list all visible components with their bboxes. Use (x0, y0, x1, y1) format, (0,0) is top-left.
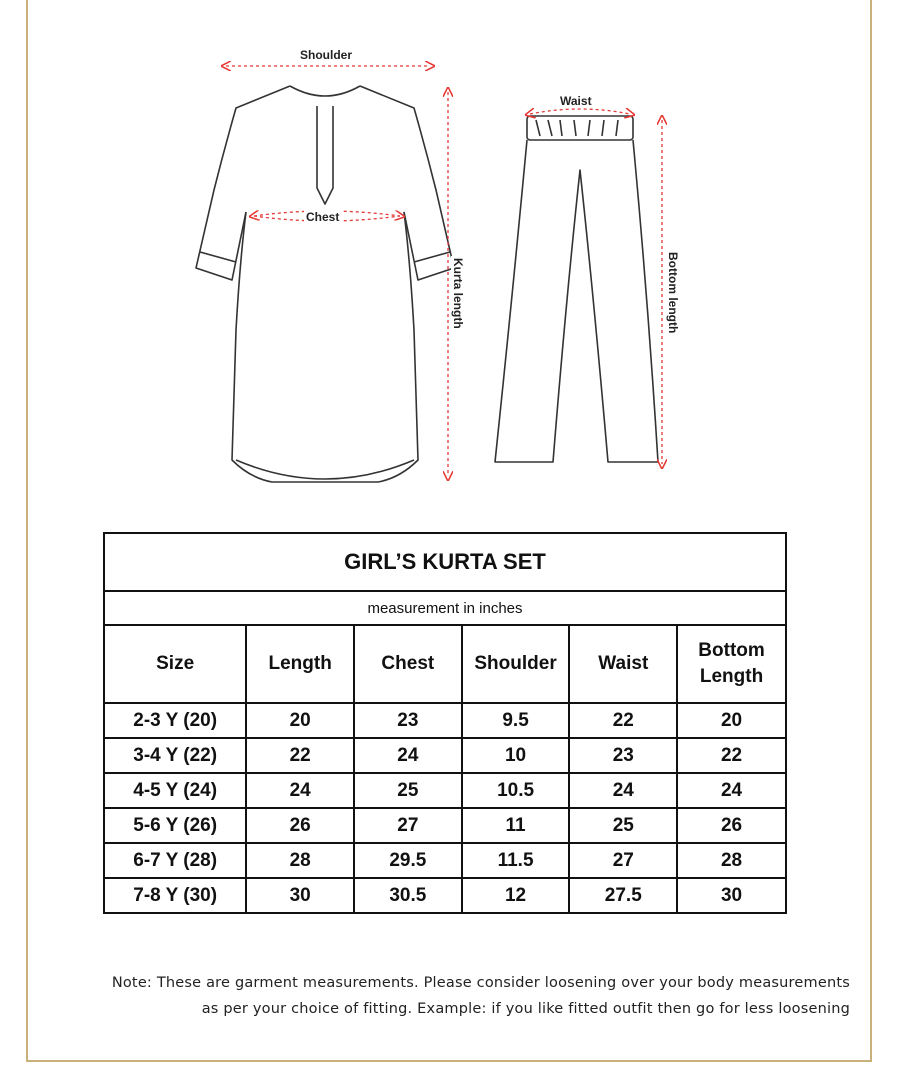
note-line-1: Note: These are garment measurements. Please consider loosening over your body measurements (111, 975, 850, 991)
header-shoulder: Shoulder (462, 625, 570, 703)
cell-bottom-length: 26 (677, 808, 786, 843)
table-title: GIRL’S KURTA SET (104, 533, 786, 591)
table-subtitle: measurement in inches (104, 591, 786, 625)
table-row (104, 773, 786, 808)
cell-bottom-length: 28 (677, 843, 786, 878)
note-line-2: as per your choice of fitting. Example: if you like fitted outfit then go for less loosening (201, 1001, 850, 1017)
cell-chest: 25 (354, 773, 462, 808)
cell-shoulder: 12 (462, 878, 570, 913)
table-row (104, 703, 786, 738)
cell-bottom-length: 22 (677, 738, 786, 773)
cell-waist: 22 (569, 703, 677, 738)
header-bottom-length: Bottom Length (677, 625, 786, 703)
cell-size: 6-7 Y (28) (104, 843, 246, 878)
cell-size: 3-4 Y (22) (104, 738, 246, 773)
cell-length: 24 (246, 773, 354, 808)
waist-label: Waist (560, 94, 592, 108)
table-row (104, 843, 786, 878)
cell-size: 4-5 Y (24) (104, 773, 246, 808)
table-row (104, 878, 786, 913)
header-length: Length (246, 625, 354, 703)
cell-size: 2-3 Y (20) (104, 703, 246, 738)
cell-length: 20 (246, 703, 354, 738)
cell-length: 26 (246, 808, 354, 843)
size-chart-table (103, 532, 787, 914)
kurta-outline (196, 86, 454, 482)
cell-chest: 24 (354, 738, 462, 773)
cell-length: 28 (246, 843, 354, 878)
cell-shoulder: 10 (462, 738, 570, 773)
cell-chest: 23 (354, 703, 462, 738)
table-row (104, 808, 786, 843)
table-row (104, 738, 786, 773)
cell-waist: 24 (569, 773, 677, 808)
cell-shoulder: 9.5 (462, 703, 570, 738)
shoulder-label: Shoulder (300, 48, 353, 62)
cell-length: 30 (246, 878, 354, 913)
cell-size: 7-8 Y (30) (104, 878, 246, 913)
header-row (104, 625, 786, 703)
header-size: Size (104, 625, 246, 703)
cell-waist: 23 (569, 738, 677, 773)
cell-shoulder: 11 (462, 808, 570, 843)
size-diagram (0, 0, 900, 520)
fitting-note (40, 970, 850, 1022)
cell-bottom-length: 24 (677, 773, 786, 808)
bottom-length-label: Bottom length (666, 252, 680, 334)
pant-outline (495, 116, 658, 462)
kurta-length-label: Kurta length (451, 258, 465, 329)
cell-waist: 27.5 (569, 878, 677, 913)
garment-illustration (0, 0, 900, 520)
header-waist: Waist (569, 625, 677, 703)
cell-size: 5-6 Y (26) (104, 808, 246, 843)
cell-chest: 30.5 (354, 878, 462, 913)
cell-waist: 25 (569, 808, 677, 843)
cell-bottom-length: 30 (677, 878, 786, 913)
cell-length: 22 (246, 738, 354, 773)
cell-shoulder: 10.5 (462, 773, 570, 808)
cell-chest: 29.5 (354, 843, 462, 878)
chest-label: Chest (306, 210, 340, 224)
cell-chest: 27 (354, 808, 462, 843)
cell-waist: 27 (569, 843, 677, 878)
cell-shoulder: 11.5 (462, 843, 570, 878)
cell-bottom-length: 20 (677, 703, 786, 738)
header-chest: Chest (354, 625, 462, 703)
